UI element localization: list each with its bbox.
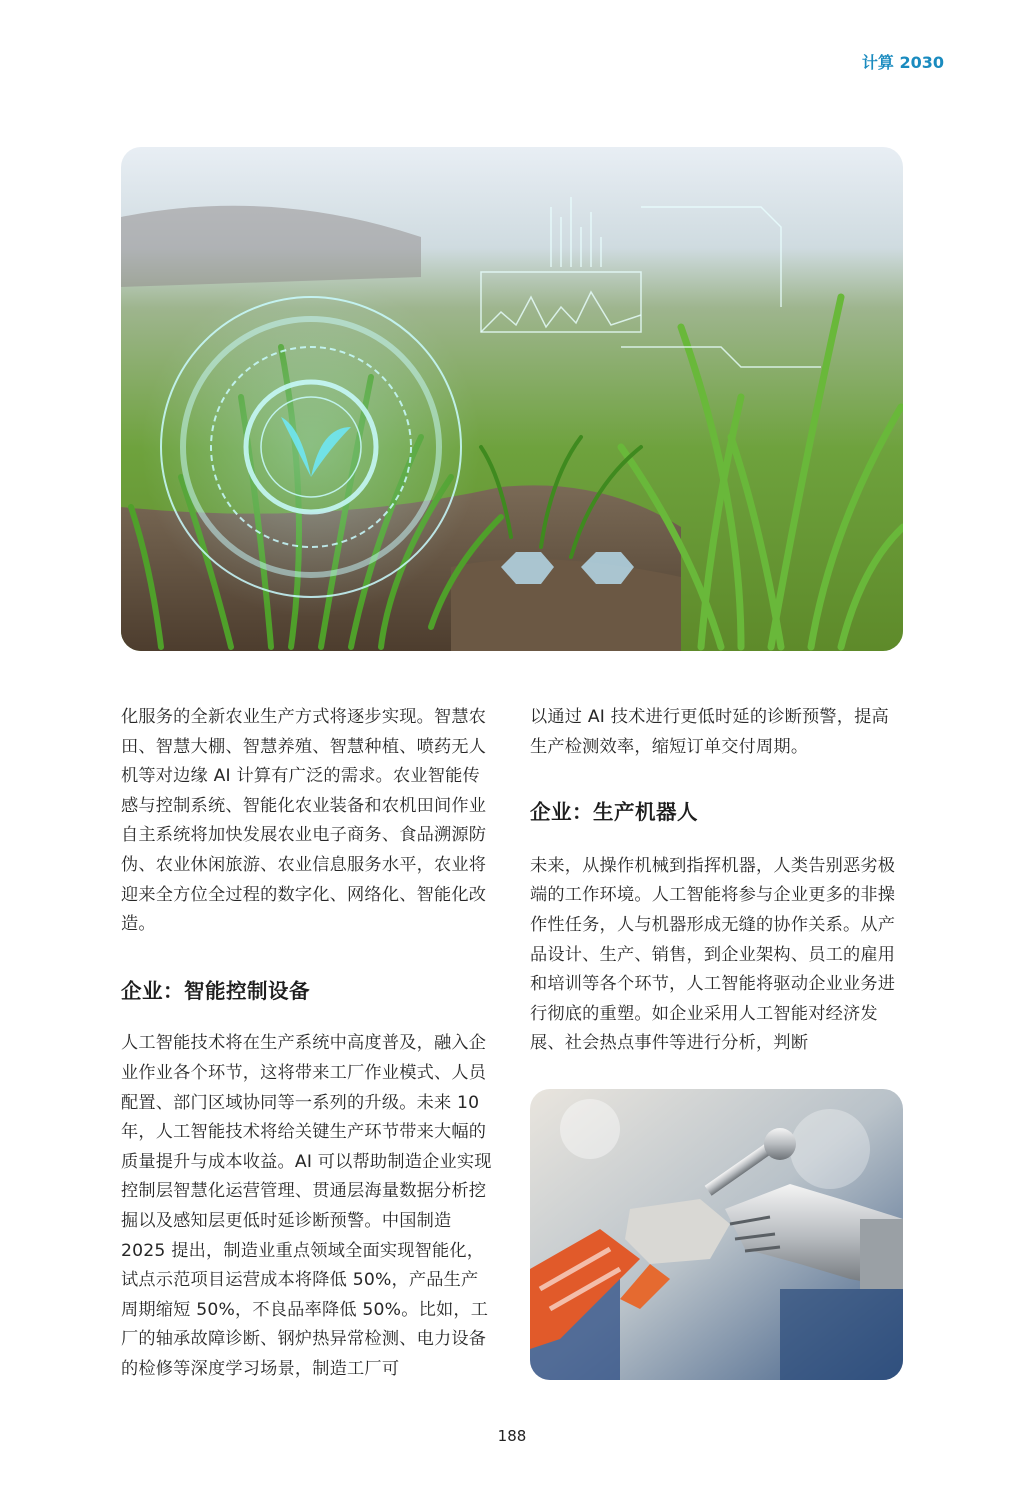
right-paragraph-1: 以通过 AI 技术进行更低时延的诊断预警，提高生产检测效率，缩短订单交付周期。 <box>530 707 889 757</box>
left-paragraph-2: 人工智能技术将在生产系统中高度普及，融入企业作业各个环节，这将带来工厂作业模式、人员配置、部门区域协同等一系列的升级。未来 10 年，人工智能技术将给关键生产环节带来大幅的质量提升与成本收益。AI 可以帮助制造企业实现控制层智慧化运营管理、贯通层海量数据分析挖掘以及感知层更低时延诊断预警。中国制造 2025 提出，制造业重点领域全面实现智能化，试点示范项目运营成本将降低 50%，产品生产周期缩短 50%，不良品率降低 50%。比如，工厂的轴承故障诊断、钢炉热异常检测、电力设备的检修等深度学习场景，制造工厂可 <box>121 1033 492 1379</box>
robot-hand-photo <box>530 1089 903 1380</box>
running-header: 计算 2030 <box>861 53 944 72</box>
smart-agriculture-photo <box>121 147 903 651</box>
right-paragraph-2: 未来，从操作机械到指挥机器，人类告别恶劣极端的工作环境。人工智能将参与企业更多的非操作性任务，人与机器形成无缝的协作关系。从产品设计、生产、销售，到企业架构、员工的雇用和培训等各个环节，人工智能将驱动企业业务进行彻底的重塑。如企业采用人工智能对经济发展、社会热点事件等进行分析，判断 <box>530 855 896 1054</box>
section-heading-production-robot: 企业：生产机器人 <box>530 800 698 825</box>
left-column <box>121 703 494 1384</box>
section-heading-control-equipment: 企业：智能控制设备 <box>121 978 310 1003</box>
right-column <box>530 703 903 1059</box>
left-paragraph-1: 化服务的全新农业生产方式将逐步实现。智慧农田、智慧大棚、智慧养殖、智慧种植、喷药无人机等对边缘 AI 计算有广泛的需求。农业智能传感与控制系统、智能化农业装备和农机田间作业自主系统将加快发展农业电子商务、食品溯源防伪、农业休闲旅游、农业信息服务水平，农业将迎来全方位全过程的数字化、网络化、智能化改造。 <box>121 707 487 935</box>
page-number: 188 <box>497 1427 527 1445</box>
